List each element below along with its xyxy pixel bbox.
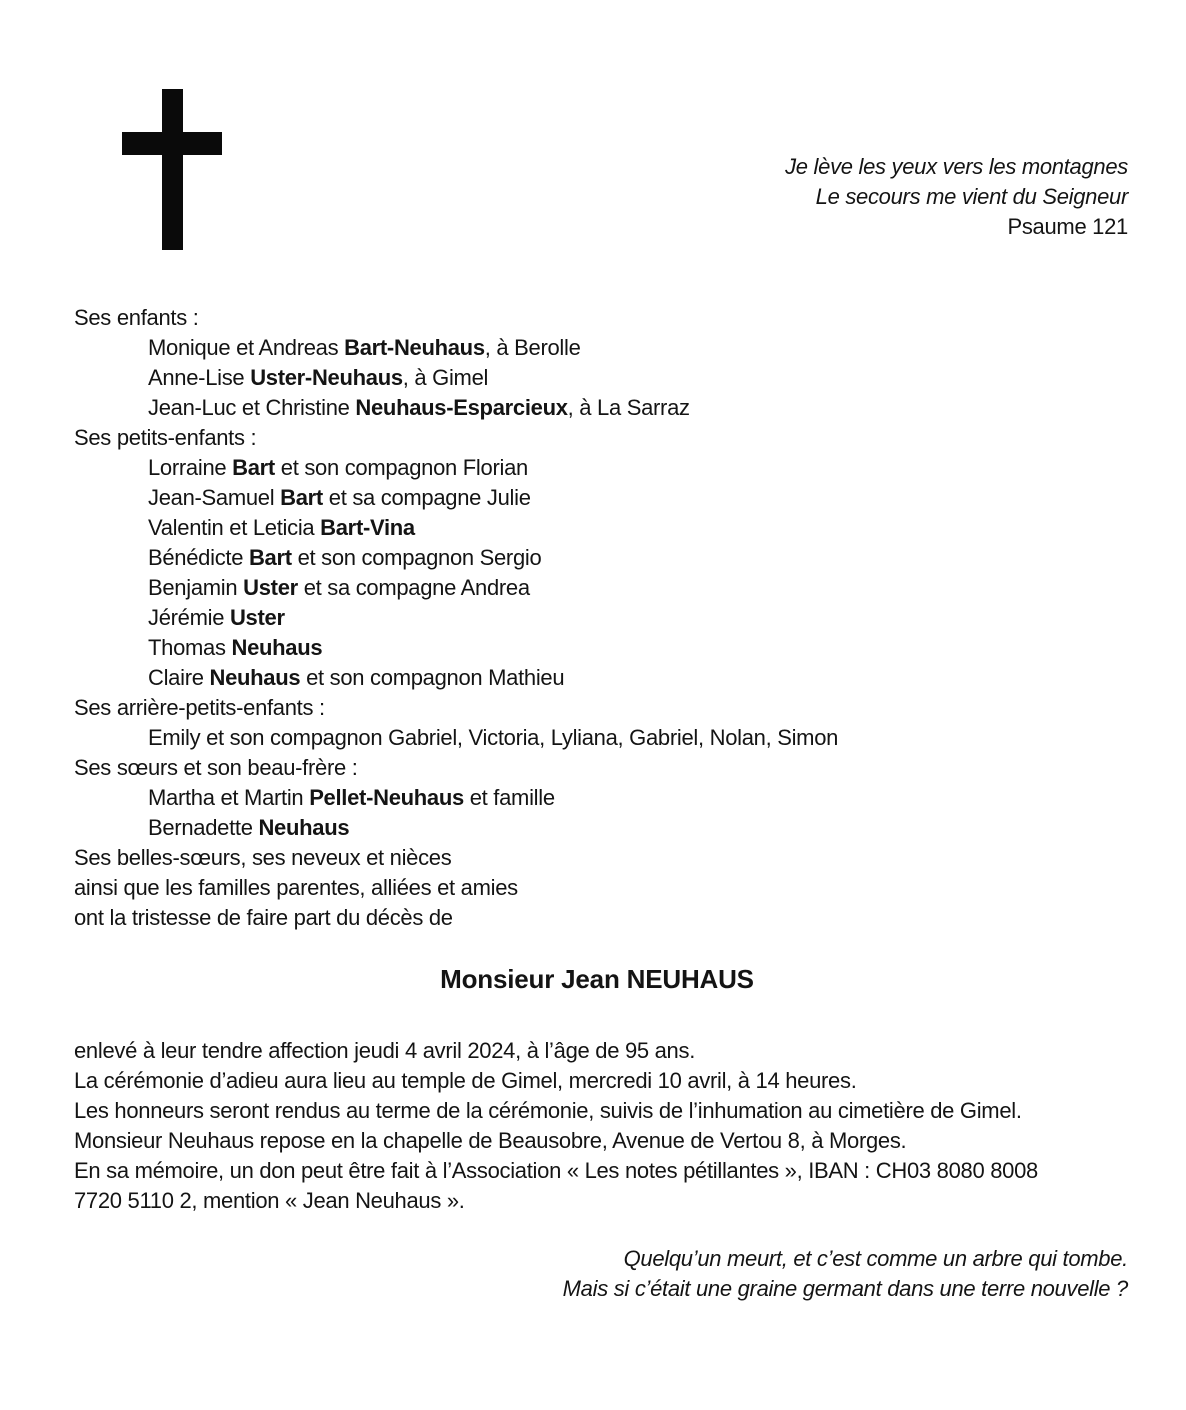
text-segment: Ses enfants : bbox=[74, 305, 199, 330]
text-segment: Jérémie bbox=[148, 605, 230, 630]
family-group-label bbox=[74, 423, 838, 453]
psalm-quote-line: Le secours me vient du Seigneur bbox=[815, 184, 1128, 209]
family-group-label bbox=[74, 873, 838, 903]
family-member-line bbox=[74, 573, 838, 603]
text-segment: Monique et Andreas bbox=[148, 335, 345, 360]
text-segment: , à Berolle bbox=[484, 335, 581, 360]
psalm-quote bbox=[785, 152, 1128, 242]
text-segment: et sa compagne Andrea bbox=[297, 575, 530, 600]
text-segment: et son compagnon Mathieu bbox=[300, 665, 565, 690]
family-surname: Uster bbox=[243, 575, 298, 600]
announcement-line: En sa mémoire, un don peut être fait à l’Association « Les notes pétillantes », IBAN : CH03 8080 8008 bbox=[74, 1158, 1038, 1183]
text-segment: Ses petits-enfants : bbox=[74, 425, 257, 450]
family-member-line bbox=[74, 513, 838, 543]
text-segment: Benjamin bbox=[148, 575, 244, 600]
family-surname: Neuhaus bbox=[209, 665, 301, 690]
text-segment: et famille bbox=[463, 785, 555, 810]
announcement-line: Les honneurs seront rendus au terme de la cérémonie, suivis de l’inhumation au cimetière de Gimel. bbox=[74, 1098, 1022, 1123]
text-segment: ont la tristesse de faire part du décès de bbox=[74, 905, 453, 930]
family-member-line bbox=[74, 603, 838, 633]
psalm-attribution: Psaume 121 bbox=[1007, 214, 1128, 239]
text-segment: Thomas bbox=[148, 635, 232, 660]
deceased-name-title: Monsieur Jean NEUHAUS bbox=[440, 964, 754, 994]
text-segment: , à La Sarraz bbox=[567, 395, 690, 420]
cross-vertical-bar bbox=[162, 89, 183, 250]
christian-cross-icon bbox=[103, 63, 225, 283]
closing-quote-line: Quelqu’un meurt, et c’est comme un arbre qui tombe. bbox=[623, 1246, 1128, 1271]
announcement-line: Monsieur Neuhaus repose en la chapelle de Beausobre, Avenue de Vertou 8, à Morges. bbox=[74, 1128, 907, 1153]
text-segment: Ses belles-sœurs, ses neveux et nièces bbox=[74, 845, 452, 870]
text-segment: et son compagnon Florian bbox=[274, 455, 528, 480]
family-surname: Bart bbox=[280, 485, 323, 510]
text-segment: Martha et Martin bbox=[148, 785, 310, 810]
announcement-line: La cérémonie d’adieu aura lieu au temple de Gimel, mercredi 10 avril, à 14 heures. bbox=[74, 1068, 857, 1093]
family-surname: Neuhaus bbox=[258, 815, 350, 840]
family-surname: Bart-Vina bbox=[320, 515, 415, 540]
family-member-line bbox=[74, 333, 838, 363]
closing-quote bbox=[563, 1244, 1128, 1304]
text-segment: Bernadette bbox=[148, 815, 259, 840]
family-member-line bbox=[74, 633, 838, 663]
text-segment: Valentin et Leticia bbox=[148, 515, 321, 540]
closing-quote-line: Mais si c’était une graine germant dans une terre nouvelle ? bbox=[562, 1276, 1128, 1301]
text-segment: Bénédicte bbox=[148, 545, 249, 570]
family-member-line bbox=[74, 723, 838, 753]
family-member-line bbox=[74, 813, 838, 843]
family-member-line bbox=[74, 453, 838, 483]
text-segment: Jean-Samuel bbox=[148, 485, 281, 510]
cross-horizontal-bar bbox=[122, 132, 222, 155]
family-member-line bbox=[74, 483, 838, 513]
text-segment: Emily et son compagnon Gabriel, Victoria, Lyliana, Gabriel, Nolan, Simon bbox=[148, 725, 839, 750]
family-member-line bbox=[74, 783, 838, 813]
text-segment: Anne-Lise bbox=[148, 365, 251, 390]
family-surname: Pellet-Neuhaus bbox=[309, 785, 464, 810]
announcement-line: 7720 5110 2, mention « Jean Neuhaus ». bbox=[74, 1188, 465, 1213]
family-member-line bbox=[74, 363, 838, 393]
family-member-line bbox=[74, 543, 838, 573]
family-surname: Bart bbox=[232, 455, 275, 480]
text-segment: Lorraine bbox=[148, 455, 233, 480]
text-segment: et son compagnon Sergio bbox=[291, 545, 542, 570]
text-segment: et sa compagne Julie bbox=[322, 485, 531, 510]
family-group-label bbox=[74, 693, 838, 723]
text-segment: Claire bbox=[148, 665, 210, 690]
family-group-label bbox=[74, 843, 838, 873]
family-group-label bbox=[74, 753, 838, 783]
family-surname: Uster-Neuhaus bbox=[250, 365, 403, 390]
family-member-line bbox=[74, 393, 838, 423]
text-segment: , à Gimel bbox=[402, 365, 489, 390]
family-list bbox=[74, 303, 838, 933]
text-segment: Ses sœurs et son beau-frère : bbox=[74, 755, 358, 780]
announcement-details bbox=[74, 1036, 1038, 1216]
announcement-line: enlevé à leur tendre affection jeudi 4 avril 2024, à l’âge de 95 ans. bbox=[74, 1038, 696, 1063]
psalm-quote-line: Je lève les yeux vers les montagnes bbox=[785, 154, 1128, 179]
text-segment: ainsi que les familles parentes, alliées et amies bbox=[74, 875, 518, 900]
text-segment: Jean-Luc et Christine bbox=[148, 395, 356, 420]
family-surname: Bart-Neuhaus bbox=[344, 335, 485, 360]
family-member-line bbox=[74, 663, 838, 693]
family-surname: Neuhaus-Esparcieux bbox=[355, 395, 568, 420]
family-surname: Bart bbox=[248, 545, 292, 570]
family-group-label bbox=[74, 303, 838, 333]
family-group-label bbox=[74, 903, 838, 933]
family-surname: Neuhaus bbox=[231, 635, 323, 660]
family-surname: Uster bbox=[229, 605, 285, 630]
text-segment: Ses arrière-petits-enfants : bbox=[74, 695, 325, 720]
